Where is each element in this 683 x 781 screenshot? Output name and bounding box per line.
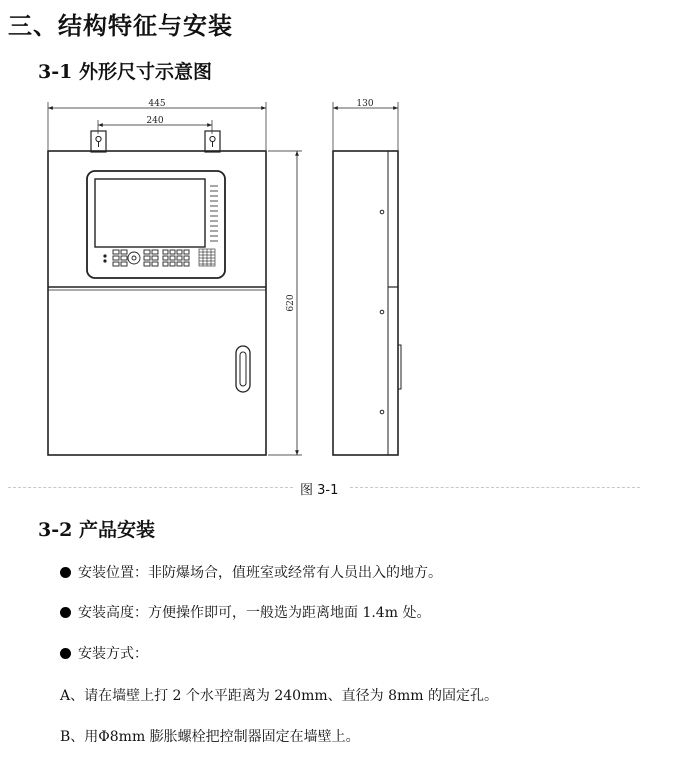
dimension-drawing bbox=[0, 90, 683, 465]
dim-height-label: 620 bbox=[286, 294, 296, 312]
dim-width-label: 445 bbox=[148, 99, 166, 109]
bullet-text: 安装方式： bbox=[78, 646, 148, 662]
front-view bbox=[48, 102, 302, 455]
bullet-dot-icon bbox=[60, 607, 71, 618]
bullet-install-location bbox=[60, 562, 442, 582]
bullet-install-method bbox=[60, 643, 148, 663]
dim-hole-spacing-label: 240 bbox=[146, 116, 164, 126]
bullet-dot-icon bbox=[60, 648, 71, 659]
bullet-dot-icon bbox=[60, 567, 71, 578]
dim-depth-label: 130 bbox=[356, 99, 374, 109]
install-step-a: A、请在墙壁上打 2 个水平距离为 240mm、直径为 8mm 的固定孔。 bbox=[60, 688, 498, 704]
bullet-text: 安装位置：非防爆场合，值班室或经常有人员出入的地方。 bbox=[78, 565, 442, 581]
bullet-install-height bbox=[60, 602, 430, 622]
caption-divider-right bbox=[350, 487, 640, 488]
side-view bbox=[333, 102, 401, 455]
subsection-title-dimensions: 3-1 外形尺寸示意图 bbox=[38, 61, 212, 83]
caption-divider-left bbox=[8, 487, 293, 488]
subsection-title-installation: 3-2 产品安装 bbox=[38, 519, 155, 541]
install-step-b: B、用Φ8mm 膨胀螺栓把控制器固定在墙壁上。 bbox=[60, 729, 360, 745]
figure-caption: 图 3-1 bbox=[300, 483, 339, 498]
section-title: 三、结构特征与安装 bbox=[8, 11, 233, 40]
bullet-text: 安装高度：方便操作即可，一般选为距离地面 1.4m 处。 bbox=[78, 605, 431, 621]
